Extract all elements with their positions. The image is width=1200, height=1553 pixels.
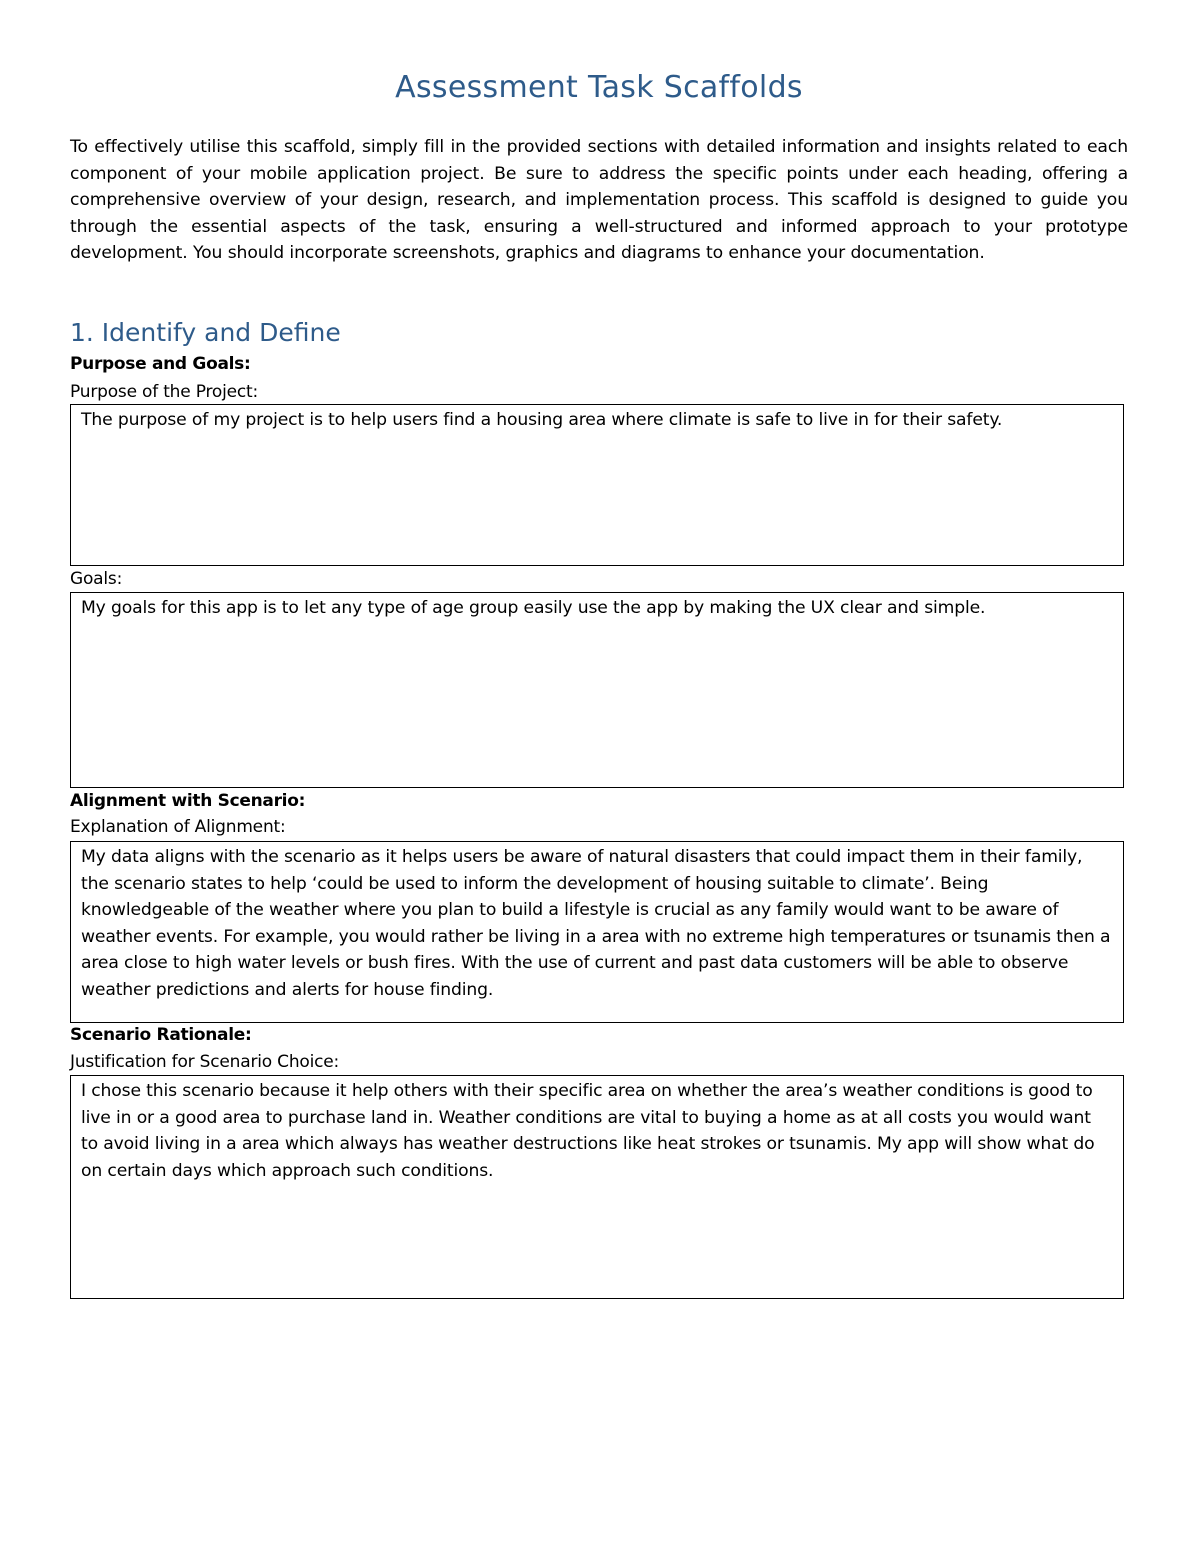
purpose-label: Purpose of the Project: (70, 382, 259, 402)
purpose-textbox[interactable]: The purpose of my project is to help users find a housing area where climate is safe to live in for their safety. (70, 404, 1124, 566)
goals-label: Goals: (70, 569, 123, 589)
rationale-heading: Scenario Rationale: (70, 1025, 252, 1045)
section-heading-identify-define: 1. Identify and Define (70, 318, 341, 347)
alignment-heading: Alignment with Scenario: (70, 791, 306, 811)
alignment-label: Explanation of Alignment: (70, 817, 286, 837)
purpose-goals-heading: Purpose and Goals: (70, 354, 251, 374)
rationale-textbox[interactable]: I chose this scenario because it help others with their specific area on whether the area’s weather conditions is good to live in or a good area to purchase land in. Weather conditions are vital to buying a home as at all costs you would want to avoid living in a area which always has weather destructions like heat strokes or tsunamis. My app will show what do on certain days which approach such conditions. (70, 1075, 1124, 1299)
document-title: Assessment Task Scaffolds (395, 70, 803, 105)
intro-paragraph: To effectively utilise this scaffold, simply fill in the provided sections with detailed information and insights related to each component of your mobile application project. Be sure to address the specific points under each heading, offering a comprehensive overview of your design, research, and implementation process. This scaffold is designed to guide you through the essential aspects of the task, ensuring a well-structured and informed approach to your prototype development. You should incorporate screenshots, graphics and diagrams to enhance your documentation. (70, 137, 1128, 263)
alignment-textbox[interactable]: My data aligns with the scenario as it helps users be aware of natural disasters that could impact them in their family, the scenario states to help ‘could be used to inform the development of housing suitable to climate’. Being knowledgeable of the weather where you plan to build a lifestyle is crucial as any family would want to be aware of weather events. For example, you would rather be living in a area with no extreme high temperatures or tsunamis then a area close to high water levels or bush fires. With the use of current and past data customers will be able to observe weather predictions and alerts for house finding. (70, 841, 1124, 1023)
rationale-label: Justification for Scenario Choice: (70, 1052, 340, 1072)
goals-textbox[interactable]: My goals for this app is to let any type of age group easily use the app by making the UX clear and simple. (70, 592, 1124, 788)
